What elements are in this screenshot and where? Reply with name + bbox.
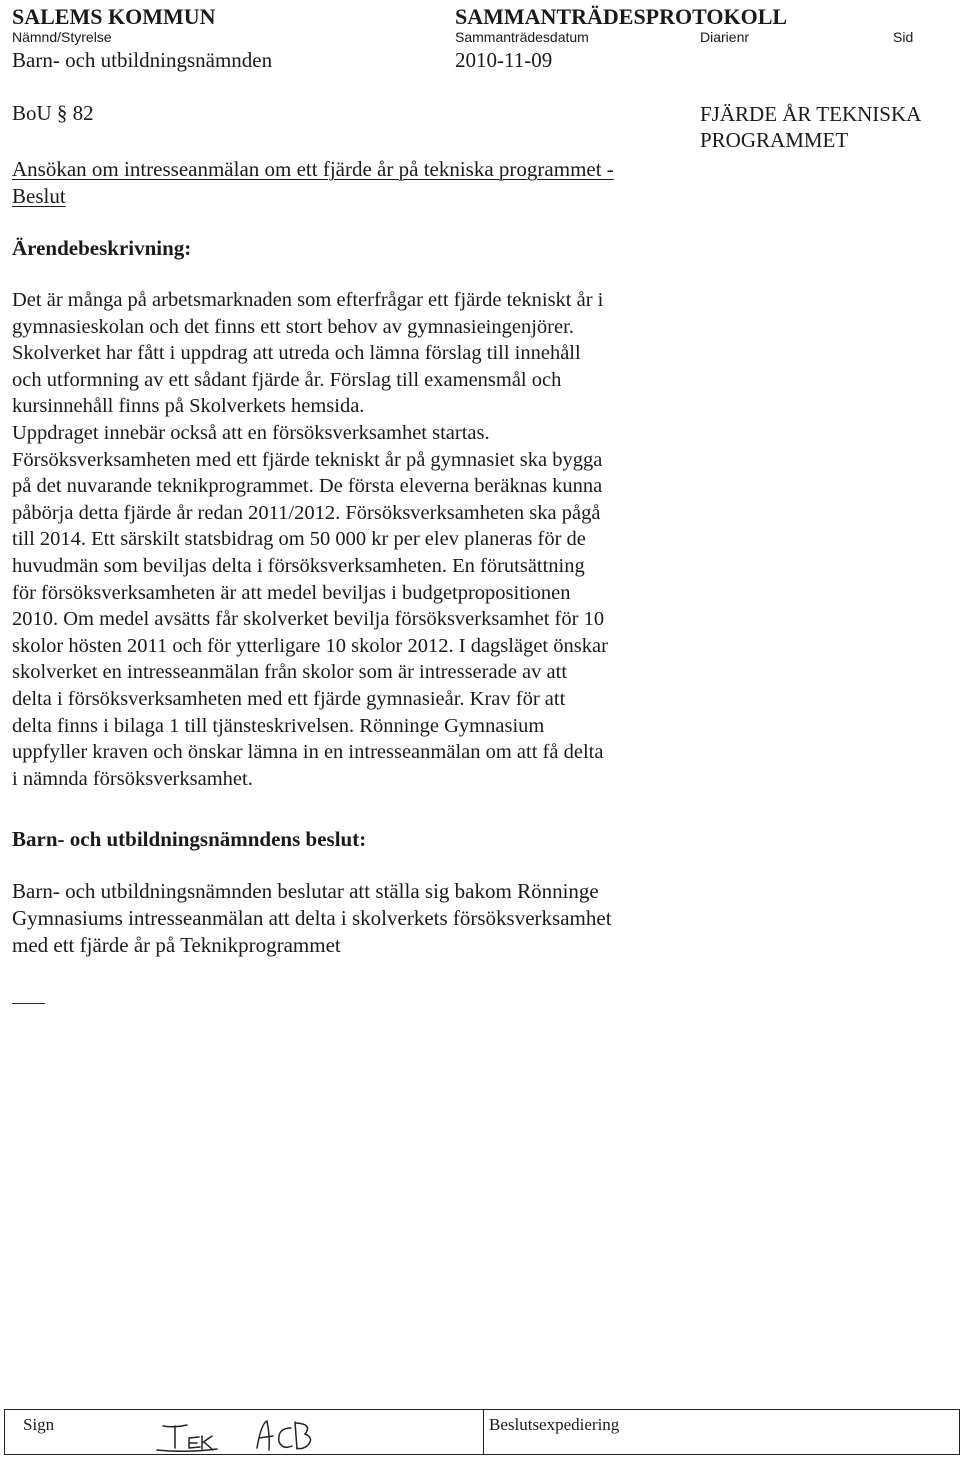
description-line: kursinnehåll finns på Skolverkets hemsida. xyxy=(12,395,365,418)
item-topic-line-1: FJÄRDE ÅR TEKNISKA xyxy=(700,102,922,126)
description-line: Skolverket har fått i uppdrag att utreda och lämna förslag till innehåll xyxy=(12,342,581,365)
footer-divider xyxy=(483,1410,484,1454)
description-line: för försöksverksamheten är att medel beviljas i budgetpropositionen xyxy=(12,581,571,604)
signature-initials xyxy=(155,1416,355,1452)
description-line: Försöksverksamheten med ett fjärde tekniskt år på gymnasiet ska bygga xyxy=(12,448,603,471)
description-line: gymnasieskolan och det finns ett stort behov av gymnasieingenjörer. xyxy=(12,315,574,338)
signature-2 xyxy=(257,1421,311,1450)
description-heading: Ärendebeskrivning: xyxy=(12,236,192,260)
decision-expedition-label: Beslutsexpediering xyxy=(489,1415,620,1434)
organization-name: SALEMS KOMMUN xyxy=(12,4,216,29)
diarienr-label: Diarienr xyxy=(700,29,750,45)
page-number-label: Sid xyxy=(893,29,914,45)
footer-box xyxy=(4,1409,960,1455)
decision-line: med ett fjärde år på Teknikprogrammet xyxy=(12,933,341,957)
description-line: skolverket en intresseanmälan från skolor som är intresserade av att xyxy=(12,661,568,684)
sign-label: Sign xyxy=(23,1415,55,1434)
description-line: och utformning av ett sådant fjärde år. Förslag till examensmål och xyxy=(12,368,562,391)
protocol-title: SAMMANTRÄDESPROTOKOLL xyxy=(455,4,788,29)
description-line: delta i försöksverksamheten med ett fjärde gymnasieår. Krav för att xyxy=(12,687,566,710)
description-line: Uppdraget innebär också att en försöksverksamhet startas. xyxy=(12,421,490,444)
signature-1 xyxy=(157,1425,217,1451)
decision-line: Gymnasiums intresseanmälan att delta i skolverkets försöksverksamhet xyxy=(12,906,612,930)
decision-body xyxy=(12,878,612,959)
description-line: på det nuvarande teknikprogrammet. De första eleverna beräknas kunna xyxy=(12,475,603,498)
item-title-line-2: Beslut xyxy=(12,184,66,208)
description-line: skolor hösten 2011 och för ytterligare 10 skolor 2012. I dagsläget önskar xyxy=(12,634,608,657)
item-title-line-1: Ansökan om intresseanmälan om ett fjärde år på tekniska programmet - xyxy=(12,157,614,181)
signatures xyxy=(155,1416,355,1457)
description-line: uppfyller kraven och önskar lämna in en intresseanmälan om att få delta xyxy=(12,741,604,764)
description-line: 2010. Om medel avsätts får skolverket bevilja försöksverksamhet för 10 xyxy=(12,608,605,631)
board-label: Nämnd/Styrelse xyxy=(12,29,112,45)
description-line: i nämnda försöksverksamhet. xyxy=(12,767,253,790)
description-line: huvudmän som beviljas delta i försöksverksamheten. En förutsättning xyxy=(12,554,585,577)
end-divider xyxy=(12,1003,45,1004)
description-line: delta finns i bilaga 1 till tjänsteskrivelsen. Rönninge Gymnasium xyxy=(12,714,545,737)
item-title xyxy=(12,156,614,210)
meeting-date: 2010-11-09 xyxy=(455,48,553,72)
item-topic-line-2: PROGRAMMET xyxy=(700,128,849,152)
item-number: BoU § 82 xyxy=(12,101,94,125)
description-body xyxy=(12,287,712,792)
meeting-date-label: Sammanträdesdatum xyxy=(455,29,589,45)
board-name: Barn- och utbildningsnämnden xyxy=(12,48,273,72)
description-line: till 2014. Ett särskilt statsbidrag om 50 000 kr per elev planeras för de xyxy=(12,528,586,551)
decision-heading: Barn- och utbildningsnämndens beslut: xyxy=(12,827,367,851)
decision-line: Barn- och utbildningsnämnden beslutar att ställa sig bakom Rönninge xyxy=(12,879,599,903)
description-line: påbörja detta fjärde år redan 2011/2012. Försöksverksamheten ska pågå xyxy=(12,501,601,524)
description-line: Det är många på arbetsmarknaden som efterfrågar ett fjärde tekniskt år i xyxy=(12,289,604,311)
item-topic xyxy=(700,101,921,153)
